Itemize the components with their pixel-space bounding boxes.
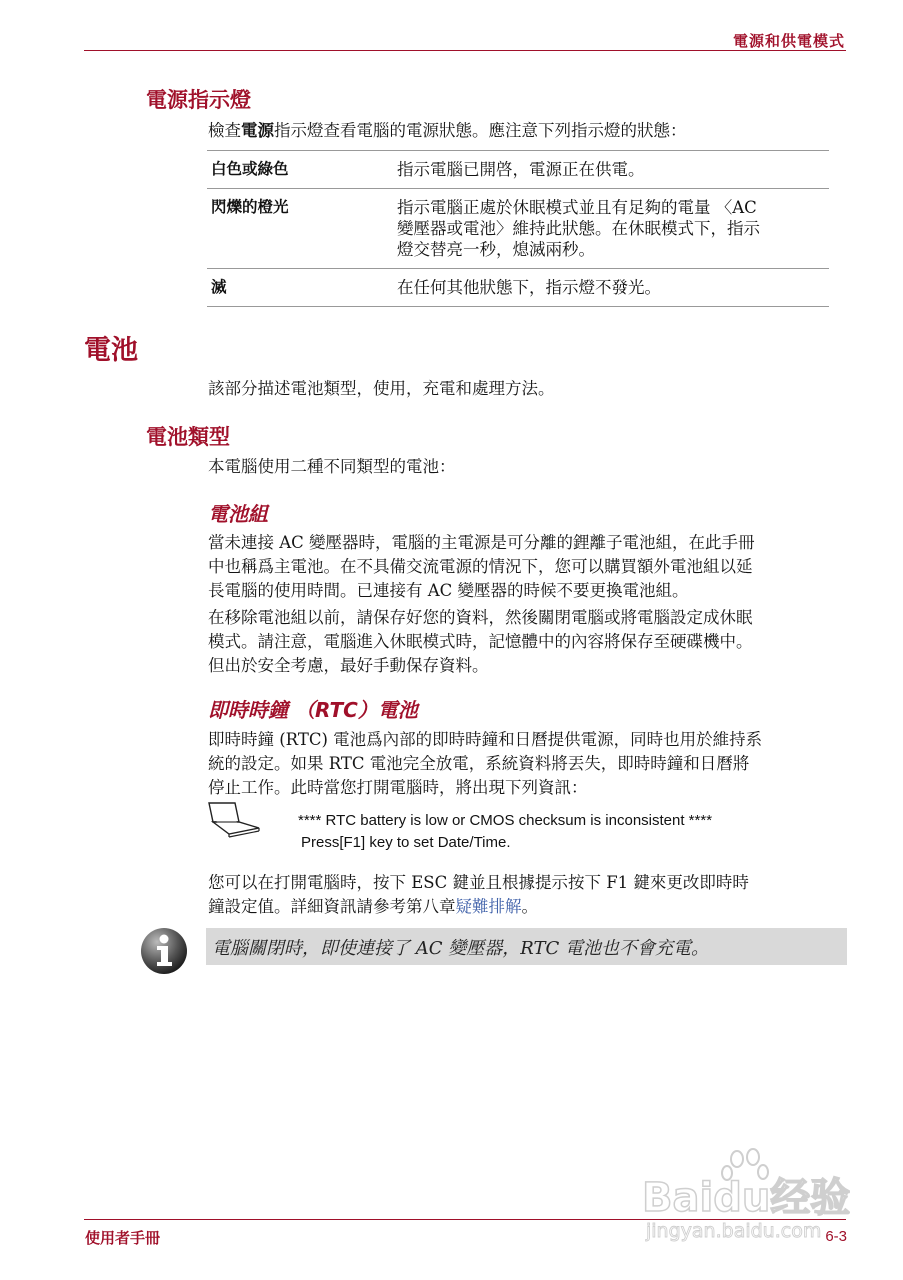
text-line: 中也稱爲主電池。在不具備交流電源的情況下，您可以購買額外電池組以延 xyxy=(208,557,753,576)
table-row xyxy=(207,151,829,189)
heading-battery: 電池 xyxy=(84,335,138,366)
text-line: 長電腦的使用時間。已連接有 AC 變壓器的時候不要更換電池組。 xyxy=(208,581,689,600)
intro-prefix: 檢查 xyxy=(208,121,241,140)
text-line: 您可以在打開電腦時，按下 ESC 鍵並且根據提示按下 F1 鍵來更改即時時 xyxy=(208,873,749,892)
desc-line: 指示電腦正處於休眠模式並且有足夠的電量 〈AC xyxy=(397,198,757,217)
state-desc xyxy=(393,151,829,189)
running-header-title: 電源和供電模式 xyxy=(732,32,845,50)
heading-battery-types: 電池類型 xyxy=(146,425,230,449)
battery-types-intro: 本電腦使用二種不同類型的電池： xyxy=(208,457,456,476)
power-led-intro xyxy=(208,119,687,143)
text-span: 。 xyxy=(521,897,538,916)
baidu-watermark-logo xyxy=(640,1145,850,1245)
table-row xyxy=(207,269,829,307)
intro-suffix: 指示燈查看電腦的電源狀態。應注意下列指示燈的狀態： xyxy=(274,121,687,140)
state-desc xyxy=(393,189,829,269)
battery-pack-para2 xyxy=(208,606,753,678)
text-line: 當未連接 AC 變壓器時，電腦的主電源是可分離的鋰離子電池組，在此手冊 xyxy=(208,533,755,552)
laptop-icon xyxy=(205,800,263,838)
table-row xyxy=(207,189,829,269)
page-number: 6-3 xyxy=(825,1228,847,1245)
intro-bold-power: 電源 xyxy=(241,121,274,140)
text-line: 但出於安全考慮，最好手動保存資料。 xyxy=(208,656,489,675)
rtc-para1 xyxy=(208,728,762,800)
desc-line: 在任何其他狀態下，指示燈不發光。 xyxy=(397,278,661,297)
state-term: 閃爍的橙光 xyxy=(211,198,289,216)
text-line: 統的設定。如果 RTC 電池完全放電，系統資料將丟失，即時時鐘和日曆將 xyxy=(208,754,750,773)
heading-battery-pack: 電池組 xyxy=(208,502,268,526)
state-desc xyxy=(393,269,829,307)
text-line: 停止工作。此時當您打開電腦時，將出現下列資訊： xyxy=(208,778,588,797)
footer-rule xyxy=(84,1219,846,1220)
rtc-para2 xyxy=(208,871,749,919)
info-icon xyxy=(140,925,190,977)
power-led-state-table xyxy=(207,150,829,307)
desc-line: 變壓器或電池〉維持此狀態。在休眠模式下，指示 xyxy=(397,219,760,238)
desc-line: 指示電腦已開啓，電源正在供電。 xyxy=(397,160,645,179)
state-term: 滅 xyxy=(211,278,227,296)
battery-pack-para1 xyxy=(208,531,755,603)
watermark-url: jingyan.baidu.com xyxy=(646,1220,822,1242)
heading-power-led: 電源指示燈 xyxy=(146,88,251,112)
text-line xyxy=(208,895,749,919)
footer-manual-title: 使用者手冊 xyxy=(85,1229,161,1247)
rtc-error-message-line1: **** RTC battery is low or CMOS checksum is inconsistent **** xyxy=(298,812,713,829)
watermark-brand: Baidu经验 xyxy=(642,1175,850,1221)
note-text: 電腦關閉時，即使連接了 AC 變壓器，RTC 電池也不會充電。 xyxy=(212,938,709,959)
link-troubleshooting[interactable]: 疑難排解 xyxy=(455,897,522,916)
text-span: 鐘設定值。詳細資訊請參考第八章 xyxy=(208,897,456,916)
text-line: 即時時鐘 (RTC) 電池爲內部的即時時鐘和日曆提供電源，同時也用於維持系 xyxy=(208,730,763,749)
rtc-error-message-line2: Press[F1] key to set Date/Time. xyxy=(301,834,511,851)
header-rule xyxy=(84,50,846,51)
desc-line: 燈交替亮一秒，熄滅兩秒。 xyxy=(397,240,595,259)
state-term: 白色或綠色 xyxy=(211,160,289,178)
battery-intro: 該部分描述電池類型，使用，充電和處理方法。 xyxy=(208,379,555,398)
text-line: 在移除電池組以前，請保存好您的資料，然後關閉電腦或將電腦設定成休眠 xyxy=(208,608,753,627)
text-line: 模式。請注意，電腦進入休眠模式時，記憶體中的內容將保存至硬碟機中。 xyxy=(208,632,753,651)
heading-rtc-battery: 即時時鐘 （RTC）電池 xyxy=(208,698,418,722)
